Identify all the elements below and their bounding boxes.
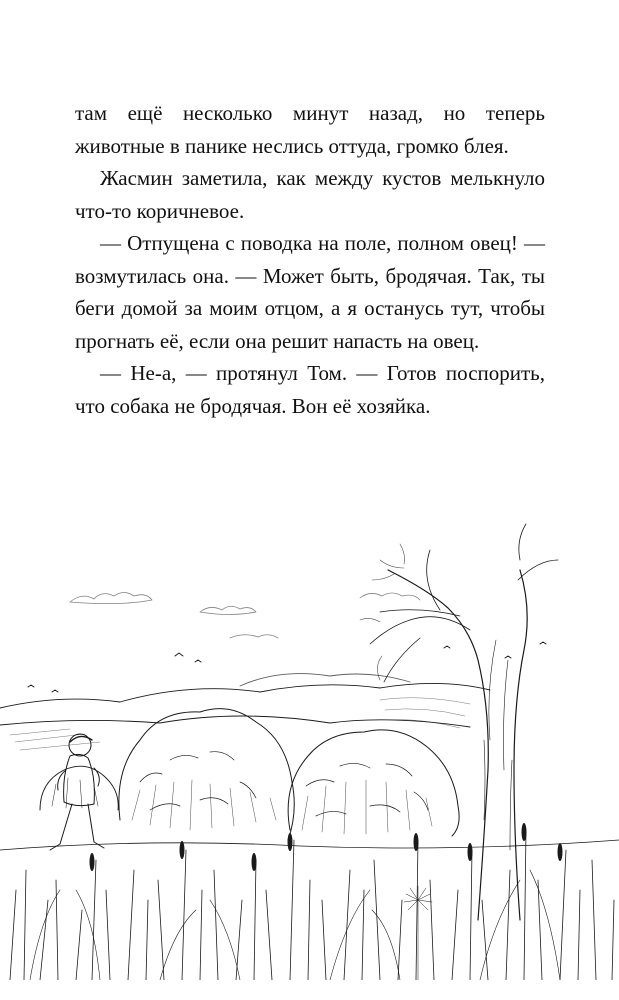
tree-sketch <box>360 524 558 920</box>
field-illustration <box>0 520 619 980</box>
child-figure-sketch <box>50 734 104 850</box>
page-text <box>75 97 545 422</box>
paragraph-3: — Отпущена с поводка на поле, полном овец! — возмутилась она. — Может быть, бродячая. Так, ты беги домой за моим отцом, а я останусь тут, чтобы прогнать её, если она решит напасть на овец. <box>75 231 545 353</box>
paragraph-2: Жасмин заметила, как между кустов мелькнуло что-то коричневое. <box>75 166 545 223</box>
grass-sketch <box>0 830 619 980</box>
bush-sketch-small <box>40 766 118 810</box>
bush-sketch-left <box>119 709 294 840</box>
bush-sketch-right <box>288 730 459 836</box>
paragraph-4: — Не-а, — протянул Том. — Готов поспорить, что собака не бродячая. Вон её хозяйка. <box>75 361 545 418</box>
birds-sketch <box>28 642 546 692</box>
paragraph-1: там ещё несколько минут назад, но теперь животные в панике неслись оттуда, громко блея. <box>75 101 545 158</box>
dandelion-sketch <box>404 886 432 980</box>
cloud-sketch <box>70 593 420 639</box>
